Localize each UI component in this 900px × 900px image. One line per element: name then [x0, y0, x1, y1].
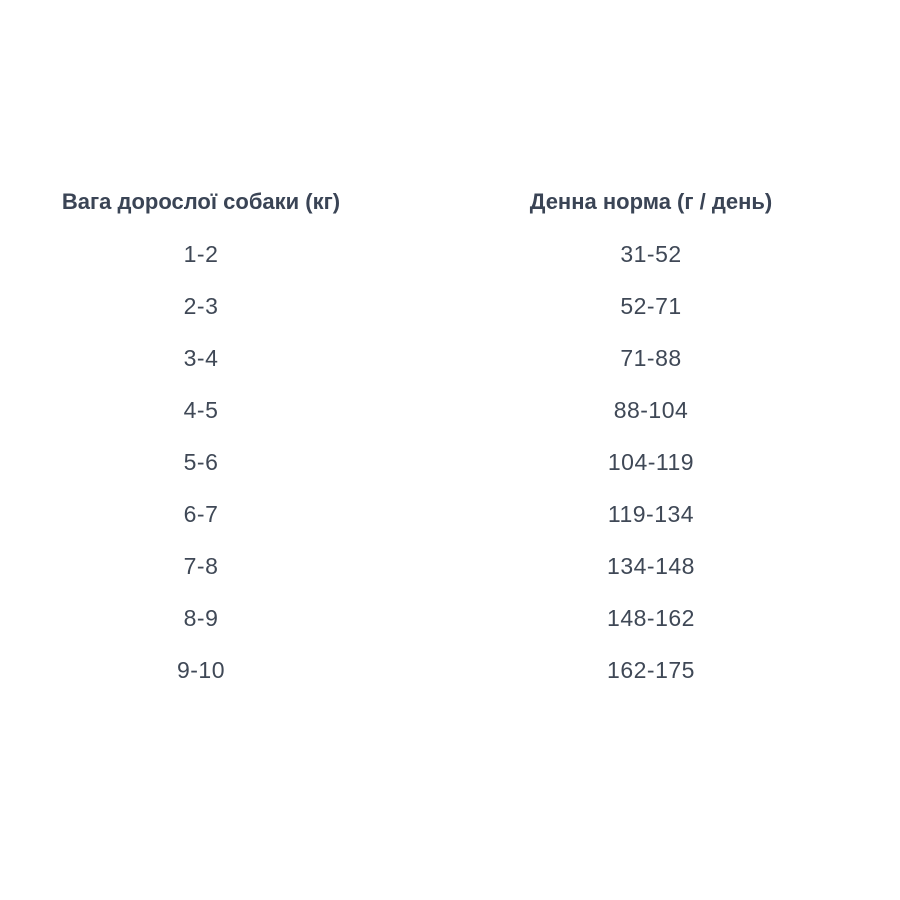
cell-weight: 8-9 [183, 604, 219, 631]
table-row [0, 332, 900, 384]
cell-weight: 2-3 [183, 292, 219, 319]
cell-daily-norm: 104-119 [607, 448, 695, 475]
cell-weight: 1-2 [183, 240, 219, 267]
feeding-table [0, 176, 900, 696]
cell-daily-norm: 52-71 [620, 292, 682, 319]
table-header [0, 176, 900, 228]
cell-daily-norm: 134-148 [607, 552, 695, 579]
cell-daily-norm: 71-88 [620, 344, 682, 371]
header-weight: Вага дорослої собаки (кг) [61, 189, 341, 214]
table-row [0, 228, 900, 280]
table-row [0, 384, 900, 436]
table-row [0, 644, 900, 696]
cell-weight: 5-6 [183, 448, 219, 475]
cell-weight: 3-4 [183, 344, 219, 371]
table-row [0, 436, 900, 488]
table-row [0, 280, 900, 332]
cell-weight: 4-5 [183, 396, 219, 423]
header-row [0, 176, 900, 228]
table-row [0, 540, 900, 592]
table-row [0, 592, 900, 644]
cell-daily-norm: 31-52 [620, 240, 682, 267]
cell-daily-norm: 148-162 [607, 604, 695, 631]
cell-daily-norm: 119-134 [607, 500, 695, 527]
header-daily-norm: Денна норма (г / день) [529, 189, 773, 214]
table-row [0, 488, 900, 540]
cell-daily-norm: 162-175 [607, 656, 695, 683]
cell-weight: 9-10 [176, 656, 226, 683]
cell-daily-norm: 88-104 [613, 396, 689, 423]
table-body [0, 228, 900, 696]
cell-weight: 7-8 [183, 552, 219, 579]
cell-weight: 6-7 [183, 500, 219, 527]
